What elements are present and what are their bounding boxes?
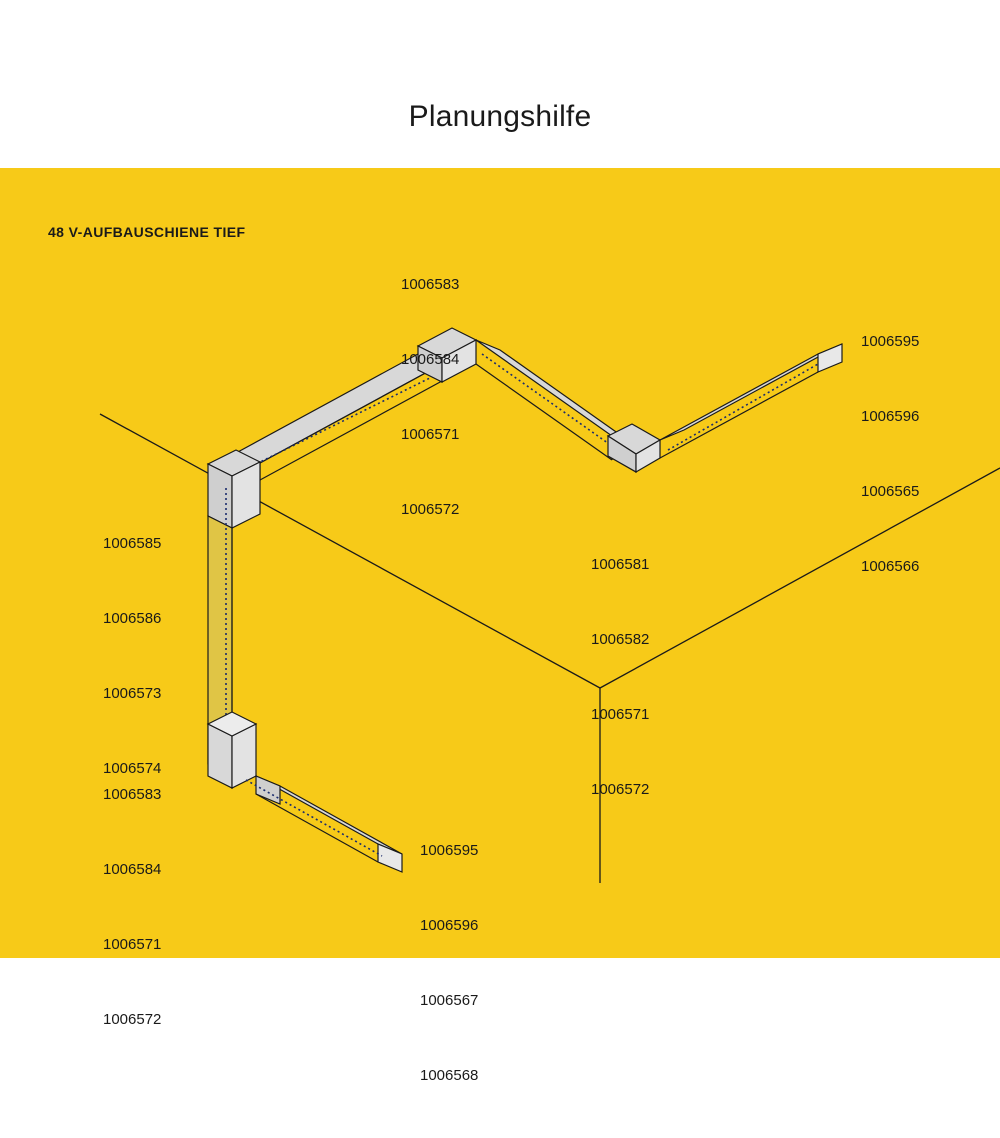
label-line: 1006565 xyxy=(861,483,920,500)
label-line: 1006583 xyxy=(103,786,162,803)
label-line: 1006583 xyxy=(401,276,460,293)
label-line: 1006582 xyxy=(591,631,650,648)
label-line: 1006572 xyxy=(103,1011,162,1028)
label-line: 1006572 xyxy=(401,501,460,518)
label-line: 1006595 xyxy=(420,842,479,859)
label-line: 1006571 xyxy=(591,706,650,723)
label-bottom-center xyxy=(420,788,478,1138)
corner-connector-bottom-left xyxy=(208,712,256,788)
label-top-right xyxy=(861,279,919,629)
label-line: 1006581 xyxy=(591,556,650,573)
label-line: 1006571 xyxy=(103,936,162,953)
diagram-panel xyxy=(0,168,1000,1084)
label-line: 1006584 xyxy=(401,351,460,368)
label-line: 1006572 xyxy=(591,781,650,798)
label-line: 1006566 xyxy=(861,558,920,575)
label-line: 1006585 xyxy=(103,535,162,552)
corner-connector-left xyxy=(208,450,260,528)
label-line: 1006586 xyxy=(103,610,162,627)
label-line: 1006574 xyxy=(103,760,162,777)
label-line: 1006571 xyxy=(401,426,460,443)
label-line: 1006567 xyxy=(420,992,479,1009)
diagram-heading: 48 V-AUFBAUSCHIENE TIEF xyxy=(48,224,246,240)
label-bottom-left xyxy=(103,732,161,1082)
label-line: 1006568 xyxy=(420,1067,479,1084)
label-top-center xyxy=(401,222,459,572)
page-title: Planungshilfe xyxy=(408,100,592,133)
label-line: 1006573 xyxy=(103,685,162,702)
label-line: 1006584 xyxy=(103,861,162,878)
label-middle-center xyxy=(591,502,649,852)
label-line: 1006595 xyxy=(861,333,920,350)
label-line: 1006596 xyxy=(861,408,920,425)
label-line: 1006596 xyxy=(420,917,479,934)
